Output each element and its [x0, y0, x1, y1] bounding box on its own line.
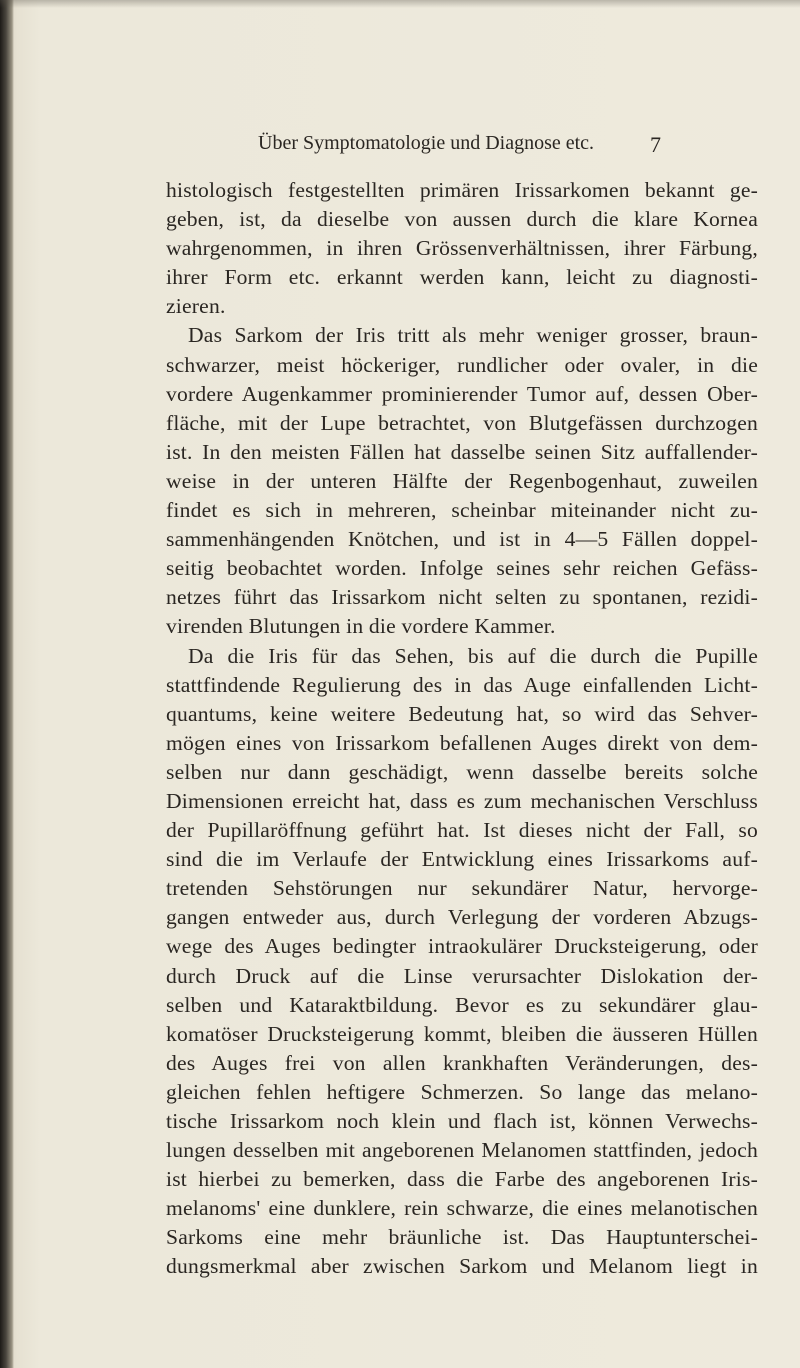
text-line: zieren.: [166, 294, 226, 319]
running-header-title: Über Symptomatologie und Diagnose etc.: [258, 132, 595, 154]
text-line: wege des Auges bedingter intraokulärer Drucksteigerung, oder: [166, 934, 758, 959]
running-header: [258, 132, 661, 162]
text-line: dungsmerkmal aber zwischen Sarkom und Melanom liegt in: [166, 1254, 758, 1279]
text-line: sind die im Verlaufe der Entwicklung eines Irissarkoms auf-: [166, 847, 758, 872]
text-line: Das Sarkom der Iris tritt als mehr weniger grosser, braun-: [188, 323, 758, 348]
text-line: vordere Augenkammer prominierender Tumor auf, dessen Ober-: [166, 381, 758, 406]
text-line: fläche, mit der Lupe betrachtet, von Blutgefässen durchzogen: [166, 410, 758, 435]
text-line: mögen eines von Irissarkom befallenen Auges direkt von dem-: [166, 730, 758, 755]
text-line: des Auges frei von allen krankhaften Veränderungen, des-: [166, 1050, 758, 1075]
text-line: quantums, keine weitere Bedeutung hat, so wird das Sehver-: [166, 701, 758, 726]
text-line: histologisch festgestellten primären Irissarkomen bekannt ge-: [166, 178, 758, 202]
text-line: komatöser Drucksteigerung kommt, bleiben die äusseren Hüllen: [166, 1021, 758, 1046]
text-line: findet es sich in mehreren, scheinbar miteinander nicht zu-: [166, 498, 758, 523]
text-line: der Pupillaröffnung geführt hat. Ist dieses nicht der Fall, so: [166, 818, 758, 843]
text-line: melanoms' eine dunklere, rein schwarze, die eines melanotischen: [166, 1196, 758, 1221]
text-line: weise in der unteren Hälfte der Regenbogenhaut, zuweilen: [166, 468, 758, 493]
text-line: ihrer Form etc. erkannt werden kann, leicht zu diagnosti-: [166, 265, 758, 290]
text-line: tretenden Sehstörungen nur sekundärer Natur, hervorge-: [166, 876, 758, 901]
text-line: Da die Iris für das Sehen, bis auf die durch die Pupille: [188, 643, 758, 668]
text-line: lungen desselben mit angeborenen Melanomen stattfinden, jedoch: [166, 1138, 758, 1163]
text-line: seitig beobachtet worden. Infolge seines sehr reichen Gefäss-: [166, 556, 758, 581]
text-line: gleichen fehlen heftigere Schmerzen. So lange das melano-: [166, 1079, 758, 1104]
page-number: 7: [650, 132, 661, 157]
text-line: schwarzer, meist höckeriger, rundlicher oder ovaler, in die: [166, 352, 758, 377]
text-line: selben und Kataraktbildung. Bevor es zu sekundärer glau-: [166, 992, 758, 1017]
text-line: netzes führt das Irissarkom nicht selten zu spontanen, rezidi-: [166, 585, 758, 610]
text-line: wahrgenommen, in ihren Grössenverhältnissen, ihrer Färbung,: [166, 236, 758, 261]
text-line: Dimensionen erreicht hat, dass es zum mechanischen Verschluss: [166, 788, 758, 813]
text-line: stattfindende Regulierung des in das Auge einfallenden Licht-: [166, 672, 758, 697]
text-line: ist hierbei zu bemerken, dass die Farbe des angeborenen Iris-: [166, 1167, 758, 1192]
text-line: geben, ist, da dieselbe von aussen durch die klare Kornea: [166, 207, 758, 232]
text-line: virenden Blutungen in die vordere Kammer.: [166, 614, 556, 639]
book-spine-shadow: [0, 0, 14, 1368]
text-line: selben nur dann geschädigt, wenn dasselbe bereits solche: [166, 759, 758, 784]
body-text: [166, 176, 758, 1282]
text-line: durch Druck auf die Linse verursachter Dislokation der-: [166, 963, 758, 988]
text-line: Sarkoms eine mehr bräunliche ist. Das Hauptunterschei-: [166, 1225, 758, 1250]
text-line: sammenhängenden Knötchen, und ist in 4—5 Fällen doppel-: [166, 527, 758, 552]
text-line: gangen entweder aus, durch Verlegung der vorderen Abzugs-: [166, 905, 758, 930]
text-line: ist. In den meisten Fällen hat dasselbe seinen Sitz auffallender-: [166, 439, 758, 464]
page-top-shadow: [0, 0, 800, 8]
text-line: tische Irissarkom noch klein und flach ist, können Verwechs-: [166, 1109, 758, 1133]
